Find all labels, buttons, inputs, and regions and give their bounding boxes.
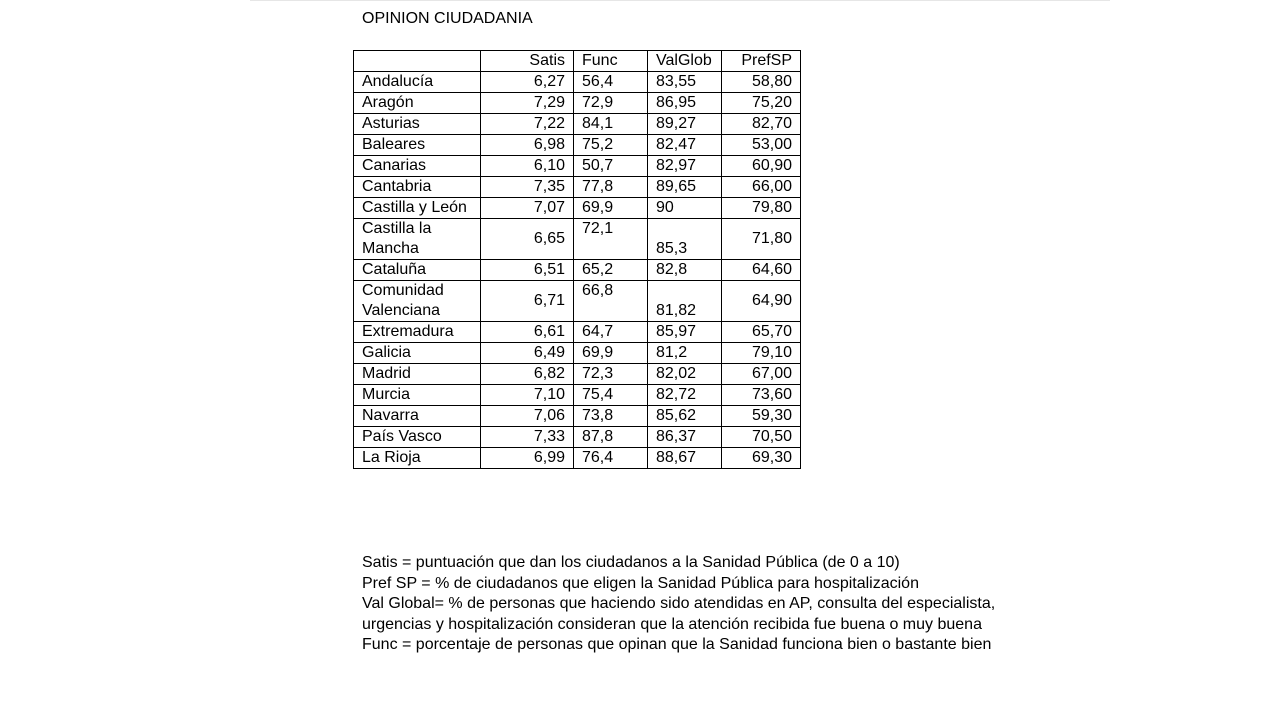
header-satis: Satis — [481, 51, 574, 72]
func-cell: 72,3 — [574, 364, 648, 385]
satis-cell: 6,82 — [481, 364, 574, 385]
satis-cell: 7,35 — [481, 177, 574, 198]
satis-cell: 6,98 — [481, 135, 574, 156]
valglob-cell: 89,65 — [648, 177, 722, 198]
func-cell: 56,4 — [574, 72, 648, 93]
region-cell: Madrid — [354, 364, 481, 385]
valglob-cell: 82,8 — [648, 260, 722, 281]
table-row — [354, 114, 801, 135]
satis-cell: 7,06 — [481, 406, 574, 427]
func-cell: 50,7 — [574, 156, 648, 177]
region-cell: Murcia — [354, 385, 481, 406]
prefsp-cell: 60,90 — [722, 156, 801, 177]
satis-cell: 6,65 — [481, 219, 574, 260]
prefsp-cell: 64,90 — [722, 281, 801, 322]
region-cell: Canarias — [354, 156, 481, 177]
table-row — [354, 156, 801, 177]
func-cell: 77,8 — [574, 177, 648, 198]
table-row — [354, 385, 801, 406]
valglob-cell: 85,97 — [648, 322, 722, 343]
satis-cell: 6,99 — [481, 448, 574, 469]
func-cell: 72,1 — [574, 219, 648, 260]
valglob-cell: 89,27 — [648, 114, 722, 135]
valglob-cell: 82,47 — [648, 135, 722, 156]
valglob-cell: 82,97 — [648, 156, 722, 177]
prefsp-cell: 59,30 — [722, 406, 801, 427]
prefsp-cell: 66,00 — [722, 177, 801, 198]
func-cell: 66,8 — [574, 281, 648, 322]
region-cell: Castilla y León — [354, 198, 481, 219]
prefsp-cell: 71,80 — [722, 219, 801, 260]
func-cell: 87,8 — [574, 427, 648, 448]
legend-notes — [362, 553, 1002, 656]
table-row — [354, 93, 801, 114]
table-row — [354, 322, 801, 343]
region-cell: Baleares — [354, 135, 481, 156]
func-cell: 73,8 — [574, 406, 648, 427]
region-cell: Cataluña — [354, 260, 481, 281]
table-row — [354, 72, 801, 93]
prefsp-cell: 65,70 — [722, 322, 801, 343]
func-cell: 75,4 — [574, 385, 648, 406]
region-cell: Comunidad Valenciana — [354, 281, 481, 322]
func-cell: 84,1 — [574, 114, 648, 135]
valglob-cell: 82,02 — [648, 364, 722, 385]
func-cell: 65,2 — [574, 260, 648, 281]
prefsp-cell: 75,20 — [722, 93, 801, 114]
func-cell: 69,9 — [574, 198, 648, 219]
note-prefsp: Pref SP = % de ciudadanos que eligen la Sanidad Pública para hospitalización — [362, 574, 919, 592]
region-cell: Cantabria — [354, 177, 481, 198]
region-cell: Asturias — [354, 114, 481, 135]
satis-cell: 6,10 — [481, 156, 574, 177]
table-row — [354, 135, 801, 156]
table-row — [354, 343, 801, 364]
region-cell: Aragón — [354, 93, 481, 114]
prefsp-cell: 67,00 — [722, 364, 801, 385]
table-header-row — [354, 51, 801, 72]
header-func: Func — [574, 51, 648, 72]
region-cell: País Vasco — [354, 427, 481, 448]
table-row — [354, 427, 801, 448]
region-cell: La Rioja — [354, 448, 481, 469]
valglob-cell: 90 — [648, 198, 722, 219]
valglob-cell: 86,37 — [648, 427, 722, 448]
table-row — [354, 281, 801, 322]
header-region — [354, 51, 481, 72]
header-prefsp: PrefSP — [722, 51, 801, 72]
prefsp-cell: 53,00 — [722, 135, 801, 156]
prefsp-cell: 79,10 — [722, 343, 801, 364]
satis-cell: 7,22 — [481, 114, 574, 135]
table-row — [354, 219, 801, 260]
func-cell: 75,2 — [574, 135, 648, 156]
satis-cell: 7,33 — [481, 427, 574, 448]
prefsp-cell: 79,80 — [722, 198, 801, 219]
table-row — [354, 260, 801, 281]
note-valglobal: Val Global= % de personas que haciendo sido atendidas en AP, consulta del especialista, urgencias y hospitalización consideran que la atención recibida fue buena o muy buena — [362, 595, 996, 633]
prefsp-cell: 64,60 — [722, 260, 801, 281]
valglob-cell: 85,3 — [648, 219, 722, 260]
satis-cell: 6,51 — [481, 260, 574, 281]
region-cell: Galicia — [354, 343, 481, 364]
note-func: Func = porcentaje de personas que opinan que la Sanidad funciona bien o bastante bien — [362, 636, 992, 653]
table-row — [354, 198, 801, 219]
satis-cell: 7,10 — [481, 385, 574, 406]
valglob-cell: 88,67 — [648, 448, 722, 469]
page-title: OPINION CIUDADANIA — [362, 10, 533, 27]
valglob-cell: 85,62 — [648, 406, 722, 427]
valglob-cell: 82,72 — [648, 385, 722, 406]
note-satis: Satis = puntuación que dan los ciudadanos a la Sanidad Pública (de 0 a 10) — [362, 554, 900, 571]
opinion-table — [353, 50, 801, 469]
func-cell: 69,9 — [574, 343, 648, 364]
table-row — [354, 177, 801, 198]
region-cell: Castilla la Mancha — [354, 219, 481, 260]
valglob-cell: 81,2 — [648, 343, 722, 364]
func-cell: 64,7 — [574, 322, 648, 343]
func-cell: 76,4 — [574, 448, 648, 469]
func-cell: 72,9 — [574, 93, 648, 114]
page-top-border — [250, 0, 1110, 1]
region-cell: Extremadura — [354, 322, 481, 343]
valglob-cell: 83,55 — [648, 72, 722, 93]
prefsp-cell: 82,70 — [722, 114, 801, 135]
prefsp-cell: 69,30 — [722, 448, 801, 469]
satis-cell: 6,27 — [481, 72, 574, 93]
table-row — [354, 406, 801, 427]
satis-cell: 6,49 — [481, 343, 574, 364]
header-valglob: ValGlob — [648, 51, 722, 72]
table-row — [354, 364, 801, 385]
satis-cell: 6,61 — [481, 322, 574, 343]
prefsp-cell: 58,80 — [722, 72, 801, 93]
satis-cell: 6,71 — [481, 281, 574, 322]
prefsp-cell: 73,60 — [722, 385, 801, 406]
table-row — [354, 448, 801, 469]
satis-cell: 7,29 — [481, 93, 574, 114]
valglob-cell: 81,82 — [648, 281, 722, 322]
satis-cell: 7,07 — [481, 198, 574, 219]
prefsp-cell: 70,50 — [722, 427, 801, 448]
region-cell: Andalucía — [354, 72, 481, 93]
region-cell: Navarra — [354, 406, 481, 427]
valglob-cell: 86,95 — [648, 93, 722, 114]
